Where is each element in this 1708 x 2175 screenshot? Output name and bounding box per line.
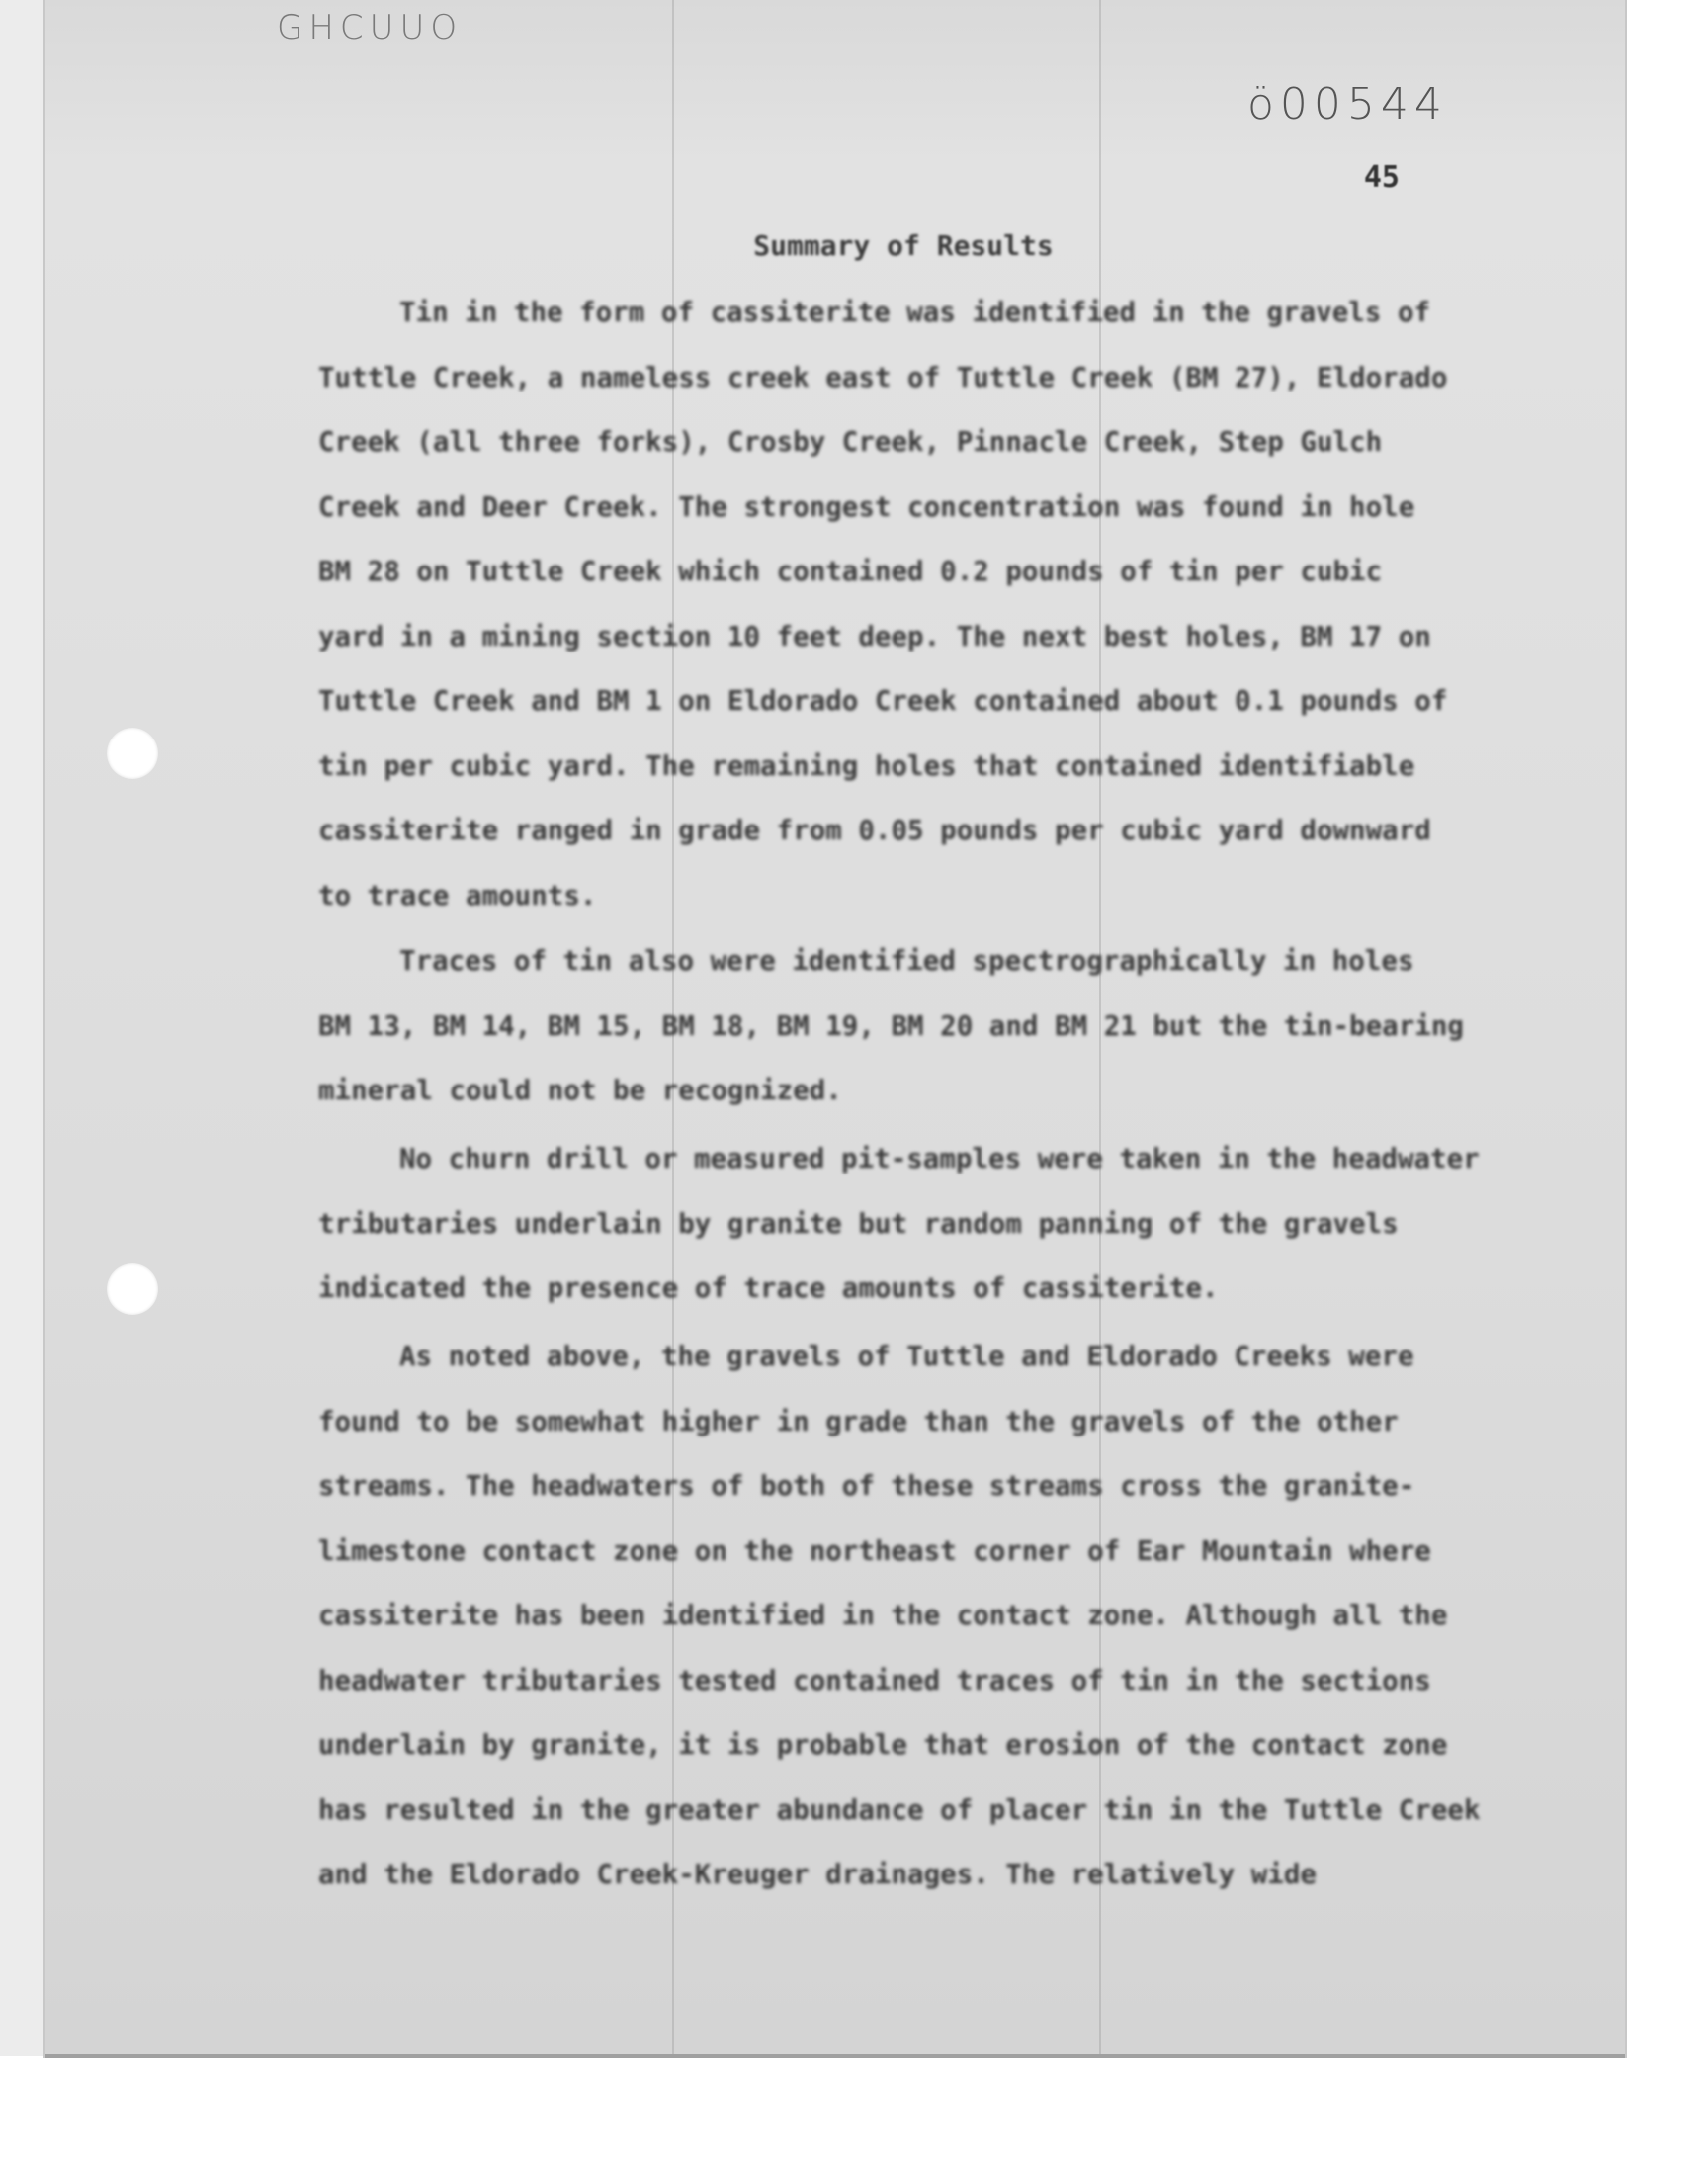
text-line: headwater tributaries tested contained traces of tin in the sections (318, 1664, 1431, 1696)
text-line: As noted above, the gravels of Tuttle and Eldorado Creeks were (399, 1341, 1414, 1372)
paragraph-1 (318, 281, 1494, 928)
text-line: found to be somewhat higher in grade than the gravels of the other (318, 1405, 1399, 1437)
text-line: Creek and Deer Creek. The strongest concentration was found in hole (318, 490, 1415, 523)
punch-hole (107, 728, 158, 779)
text-line: indicated the presence of trace amounts of cassiterite. (318, 1272, 1219, 1304)
text-line: Creek (all three forks), Crosby Creek, Pinnacle Creek, Step Gulch (318, 426, 1383, 458)
text-line: streams. The headwaters of both of these streams cross the granite- (318, 1470, 1415, 1502)
section-title: Summary of Results (753, 229, 1054, 262)
page-bottom-edge (45, 2054, 1625, 2058)
text-line: yard in a mining section 10 feet deep. The next best holes, BM 17 on (318, 620, 1431, 652)
paragraph-2 (318, 929, 1494, 1124)
paragraph-4 (318, 1325, 1494, 1908)
punch-hole (107, 1263, 158, 1315)
text-line: Tuttle Creek, a nameless creek east of Tuttle Creek (BM 27), Eldorado (318, 361, 1448, 393)
text-line: No churn drill or measured pit-samples were taken in the headwater (399, 1143, 1480, 1174)
text-line: Tuttle Creek and BM 1 on Eldorado Creek contained about 0.1 pounds of (318, 685, 1448, 717)
text-line: to trace amounts. (318, 879, 597, 912)
text-line: cassiterite has been identified in the contact zone. Although all the (318, 1600, 1448, 1631)
text-line: tributaries underlain by granite but random panning of the gravels (318, 1207, 1399, 1240)
text-line: limestone contact zone on the northeast corner of Ear Mountain where (318, 1534, 1431, 1567)
text-line: mineral could not be recognized. (318, 1075, 842, 1106)
text-line: underlain by granite, it is probable that erosion of the contact zone (318, 1729, 1448, 1761)
text-line: Tin in the form of cassiterite was identified in the gravels of (399, 297, 1431, 328)
text-line: has resulted in the greater abundance of placer tin in the Tuttle Creek (318, 1793, 1481, 1826)
text-line: Traces of tin also were identified spectrographically in holes (399, 945, 1414, 977)
handwritten-stamp-number: ö00544 (1247, 79, 1448, 130)
handwritten-note-top-left: GHCUUO (277, 8, 464, 47)
text-line: cassiterite ranged in grade from 0.05 pounds per cubic yard downward (318, 815, 1431, 846)
page-number: 45 (1363, 160, 1400, 195)
scan-margin (0, 0, 45, 2056)
text-line: tin per cubic yard. The remaining holes that contained identifiable (318, 749, 1415, 782)
paragraph-3 (318, 1127, 1494, 1322)
text-line: BM 13, BM 14, BM 15, BM 18, BM 19, BM 20 and BM 21 but the tin-bearing (318, 1009, 1464, 1042)
text-line: and the Eldorado Creek-Kreuger drainages. The relatively wide (318, 1859, 1317, 1890)
text-line: BM 28 on Tuttle Creek which contained 0.2 pounds of tin per cubic (318, 556, 1383, 587)
